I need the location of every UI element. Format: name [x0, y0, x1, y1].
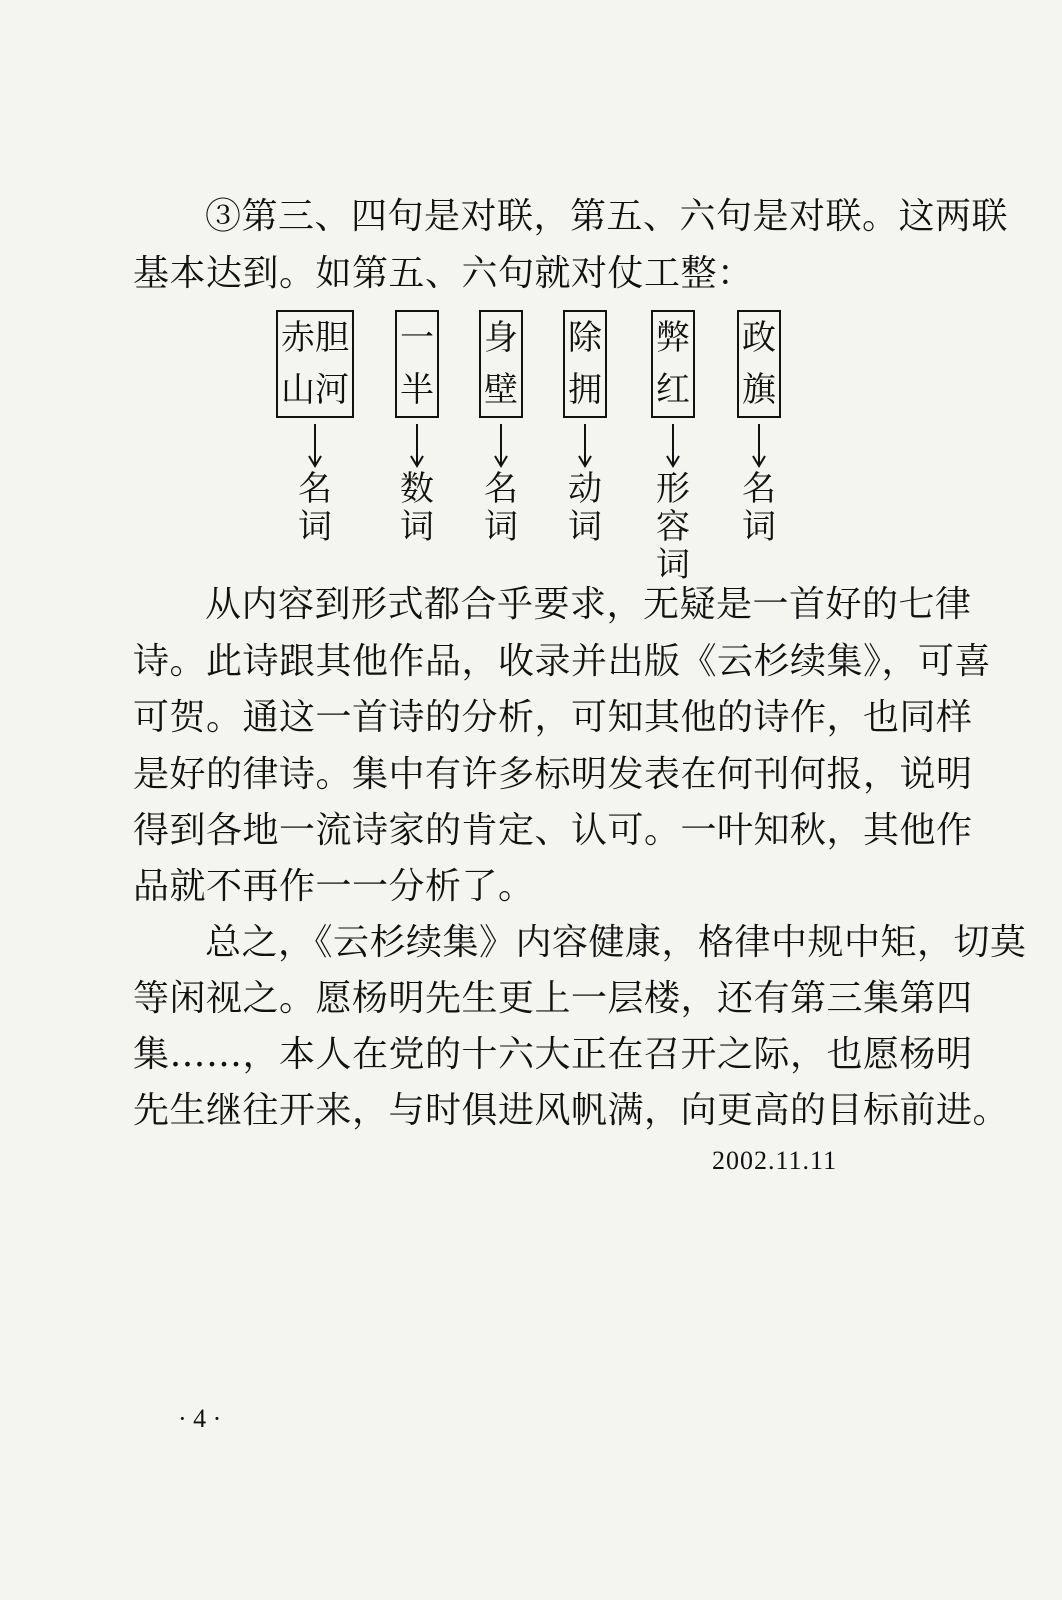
part-of-speech-label: 名词 [484, 469, 518, 547]
paragraph-line: 诗。此诗跟其他作品，收录并出版《云杉续集》，可喜 [133, 641, 992, 682]
diagram-column [260, 310, 370, 546]
down-arrow-icon [260, 424, 370, 470]
word-top: 赤胆 [281, 318, 349, 358]
part-of-speech-label: 名词 [298, 469, 332, 547]
word-box [563, 310, 607, 418]
down-arrow-icon [704, 424, 814, 470]
paragraph-line: 从内容到形式都合乎要求，无疑是一首好的七律 [205, 584, 972, 625]
word-bottom: 红 [656, 370, 690, 410]
part-of-speech-label: 数词 [400, 469, 434, 547]
paragraph-line: 先生继往开来，与时俱进风帆满，向更高的目标前进。 [133, 1090, 1010, 1131]
word-box [651, 310, 695, 418]
paragraph-line: 得到各地一流诗家的肯定、认可。一叶知秋，其他作 [133, 810, 973, 851]
part-of-speech-label: 动词 [568, 469, 602, 547]
word-bottom: 山河 [281, 370, 349, 410]
paragraph-line: 总之，《云杉续集》内容健康，格律中规中矩，切莫 [205, 922, 1027, 963]
word-top: 身 [484, 318, 518, 358]
date-stamp: 2002.11.11 [712, 1146, 838, 1175]
paragraph-line: ③第三、四句是对联，第五、六句是对联。这两联 [205, 196, 1009, 237]
word-box [737, 310, 781, 418]
part-of-speech-label: 名词 [742, 469, 776, 547]
word-bottom: 半 [400, 370, 434, 410]
word-bottom: 旗 [742, 370, 776, 410]
paragraph-line: 是好的律诗。集中有许多标明发表在何刊何报，说明 [133, 754, 973, 795]
parallel-structure-diagram [0, 310, 1062, 585]
paragraph-line: 品就不再作一一分析了。 [133, 866, 535, 907]
word-top: 一 [400, 318, 434, 358]
paragraph-line: 可贺。通这一首诗的分析，可知其他的诗作，也同样 [133, 697, 973, 738]
word-bottom: 拥 [568, 370, 602, 410]
word-bottom: 壁 [484, 370, 518, 410]
word-top: 弊 [656, 318, 690, 358]
paragraph-line: 基本达到。如第五、六句就对仗工整： [133, 253, 754, 294]
page-number: · 4 · [178, 1404, 222, 1433]
word-top: 除 [568, 318, 602, 358]
part-of-speech-label: 形容词 [656, 469, 690, 585]
diagram-column [704, 310, 814, 546]
paragraph-line: 集……，本人在党的十六大正在召开之际，也愿杨明 [133, 1034, 973, 1075]
word-box [276, 310, 354, 418]
word-box [479, 310, 523, 418]
word-top: 政 [742, 318, 776, 358]
paragraph-line: 等闲视之。愿杨明先生更上一层楼，还有第三集第四 [133, 978, 973, 1019]
word-box [395, 310, 439, 418]
